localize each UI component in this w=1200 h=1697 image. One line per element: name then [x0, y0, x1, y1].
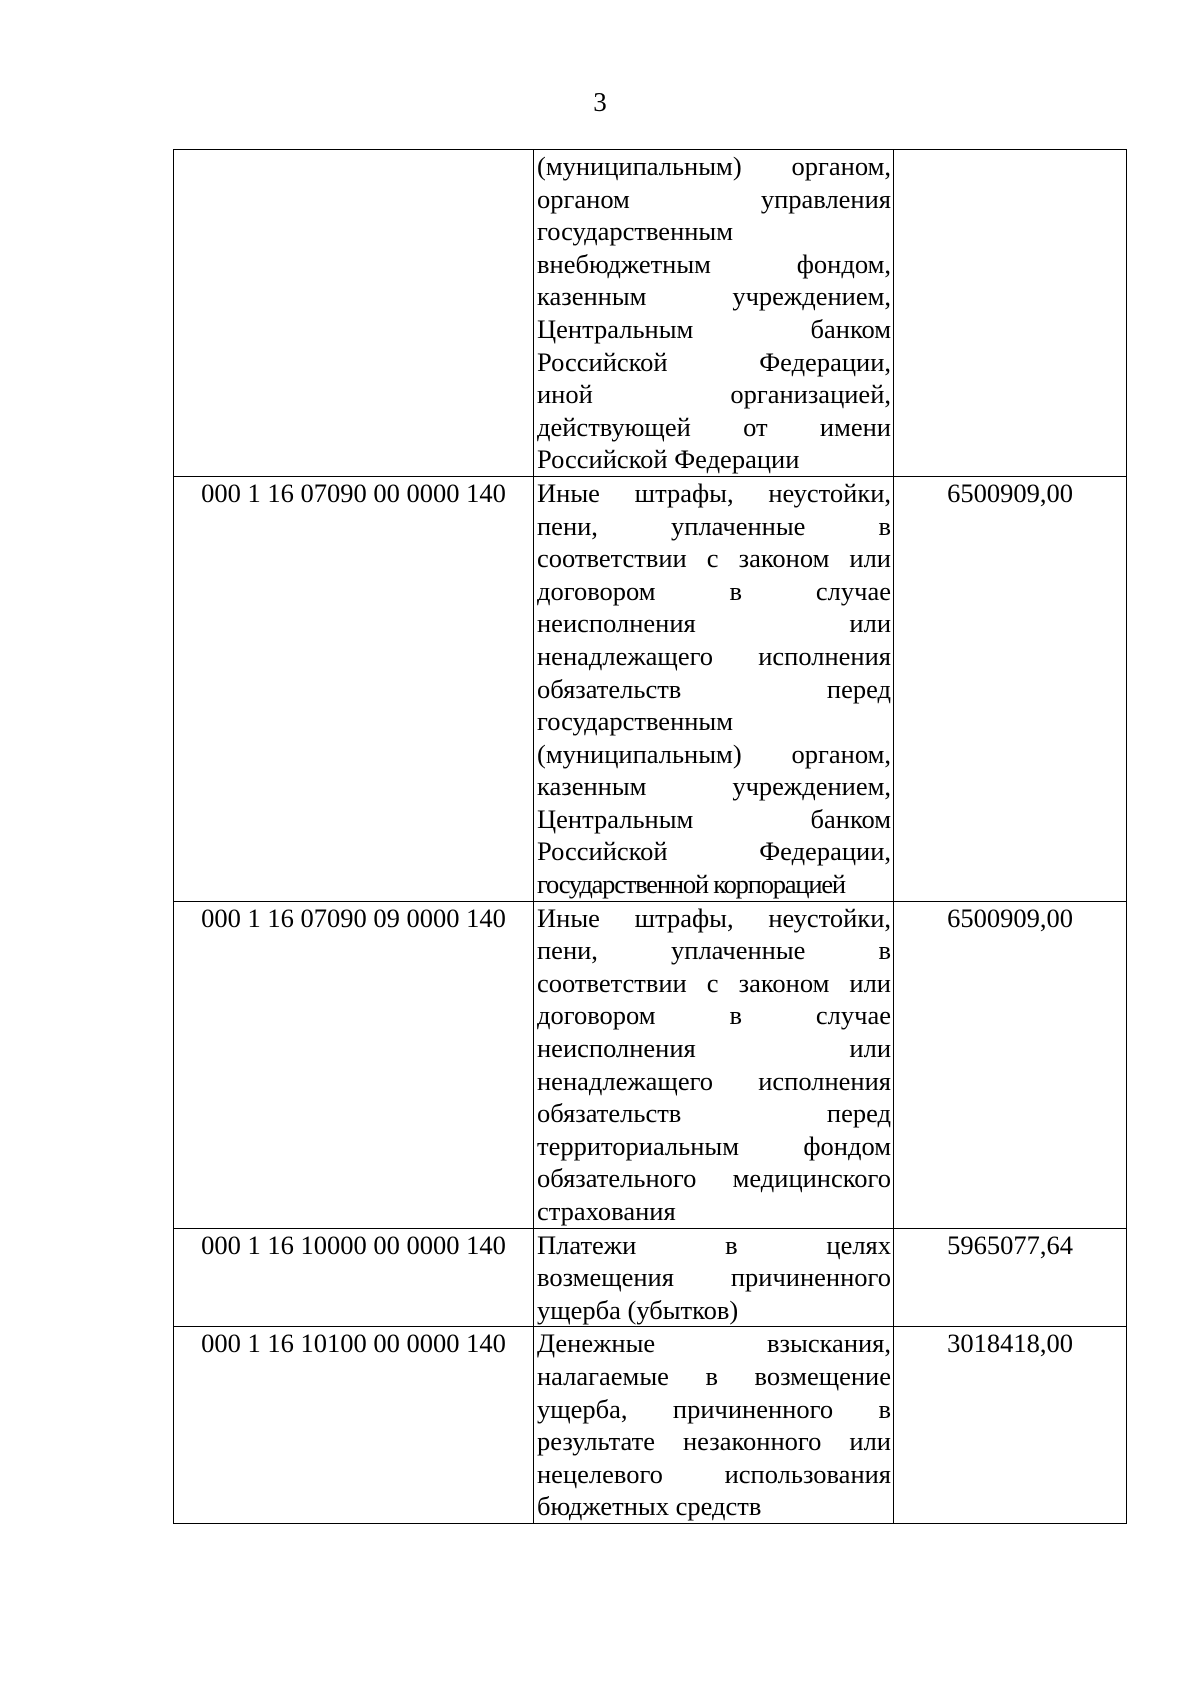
name-line: результате незаконного или [537, 1426, 891, 1457]
revenue-name-cell [534, 150, 894, 477]
name-line: пени, уплаченные в [537, 935, 891, 966]
name-line: органом управления [537, 183, 891, 214]
name-line: действующей от имени [537, 411, 891, 442]
table-row [174, 1327, 1127, 1524]
name-line: возмещения причиненного [537, 1262, 891, 1293]
name-line: обязательств перед [537, 1098, 891, 1129]
name-line: внебюджетным фондом, [537, 248, 891, 279]
name-line: иной организацией, [537, 379, 891, 410]
revenue-code-cell: 000 1 16 07090 09 0000 140 [174, 901, 534, 1228]
name-line: страхования [537, 1196, 676, 1226]
name-line: бюджетных средств [537, 1491, 762, 1522]
revenue-name-cell [534, 1327, 894, 1524]
revenue-amount-cell: 6500909,00 [894, 901, 1127, 1228]
name-line: государственным [537, 216, 734, 247]
revenue-name-cell [534, 901, 894, 1228]
name-line: обязательств перед [537, 673, 891, 704]
revenue-code-cell: 000 1 16 10100 00 0000 140 [174, 1327, 534, 1524]
name-line: нецелевого использования [537, 1458, 891, 1489]
name-line: Центральным банком [537, 313, 891, 344]
name-line: Иные штрафы, неустойки, [537, 477, 891, 508]
table-row [174, 476, 1127, 901]
revenue-code-cell: 000 1 16 07090 00 0000 140 [174, 476, 534, 901]
table-row [174, 901, 1127, 1228]
name-line: Российской Федерации, [537, 346, 891, 377]
name-line: (муниципальным) органом, [537, 738, 891, 769]
name-line: ущерба, причиненного в [537, 1393, 891, 1424]
revenue-name-cell [534, 1228, 894, 1327]
name-line: казенным учреждением, [537, 281, 891, 312]
name-line: Денежные взыскания, [537, 1328, 891, 1359]
name-line: неисполнения или [537, 1033, 891, 1064]
name-line: Платежи в целях [537, 1229, 891, 1260]
revenue-amount-cell [894, 150, 1127, 477]
name-line: государственным [537, 706, 734, 737]
page-number: 3 [593, 87, 607, 117]
name-line: (муниципальным) органом, [537, 151, 891, 181]
name-line: ненадлежащего исполнения [537, 640, 891, 671]
name-line: Российской Федерации [537, 444, 800, 475]
name-line: обязательного медицинского [537, 1163, 891, 1194]
name-line: Иные штрафы, неустойки, [537, 902, 891, 933]
table-row [174, 1228, 1127, 1327]
name-line: налагаемые в возмещение [537, 1360, 891, 1391]
table-row [174, 150, 1127, 477]
name-line: соответствии с законом или [537, 543, 891, 574]
revenue-code-cell [174, 150, 534, 477]
revenue-amount-cell: 6500909,00 [894, 476, 1127, 901]
name-line: ненадлежащего исполнения [537, 1065, 891, 1096]
name-line: ущерба (убытков) [537, 1294, 739, 1325]
name-line: территориальным фондом [537, 1130, 891, 1161]
revenue-code-cell: 000 1 16 10000 00 0000 140 [174, 1228, 534, 1327]
revenue-name-cell [534, 476, 894, 901]
revenue-amount-cell: 5965077,64 [894, 1228, 1127, 1327]
name-line: государственной корпорацией [537, 869, 845, 900]
budget-revenue-table [173, 149, 1127, 1524]
name-line: неисполнения или [537, 608, 891, 639]
name-line: Российской Федерации, [537, 836, 891, 867]
name-line: пени, уплаченные в [537, 510, 891, 541]
name-line: соответствии с законом или [537, 967, 891, 998]
name-line: Центральным банком [537, 803, 891, 834]
name-line: казенным учреждением, [537, 771, 891, 802]
name-line: договором в случае [537, 575, 891, 606]
name-line: договором в случае [537, 1000, 891, 1031]
revenue-amount-cell: 3018418,00 [894, 1327, 1127, 1524]
